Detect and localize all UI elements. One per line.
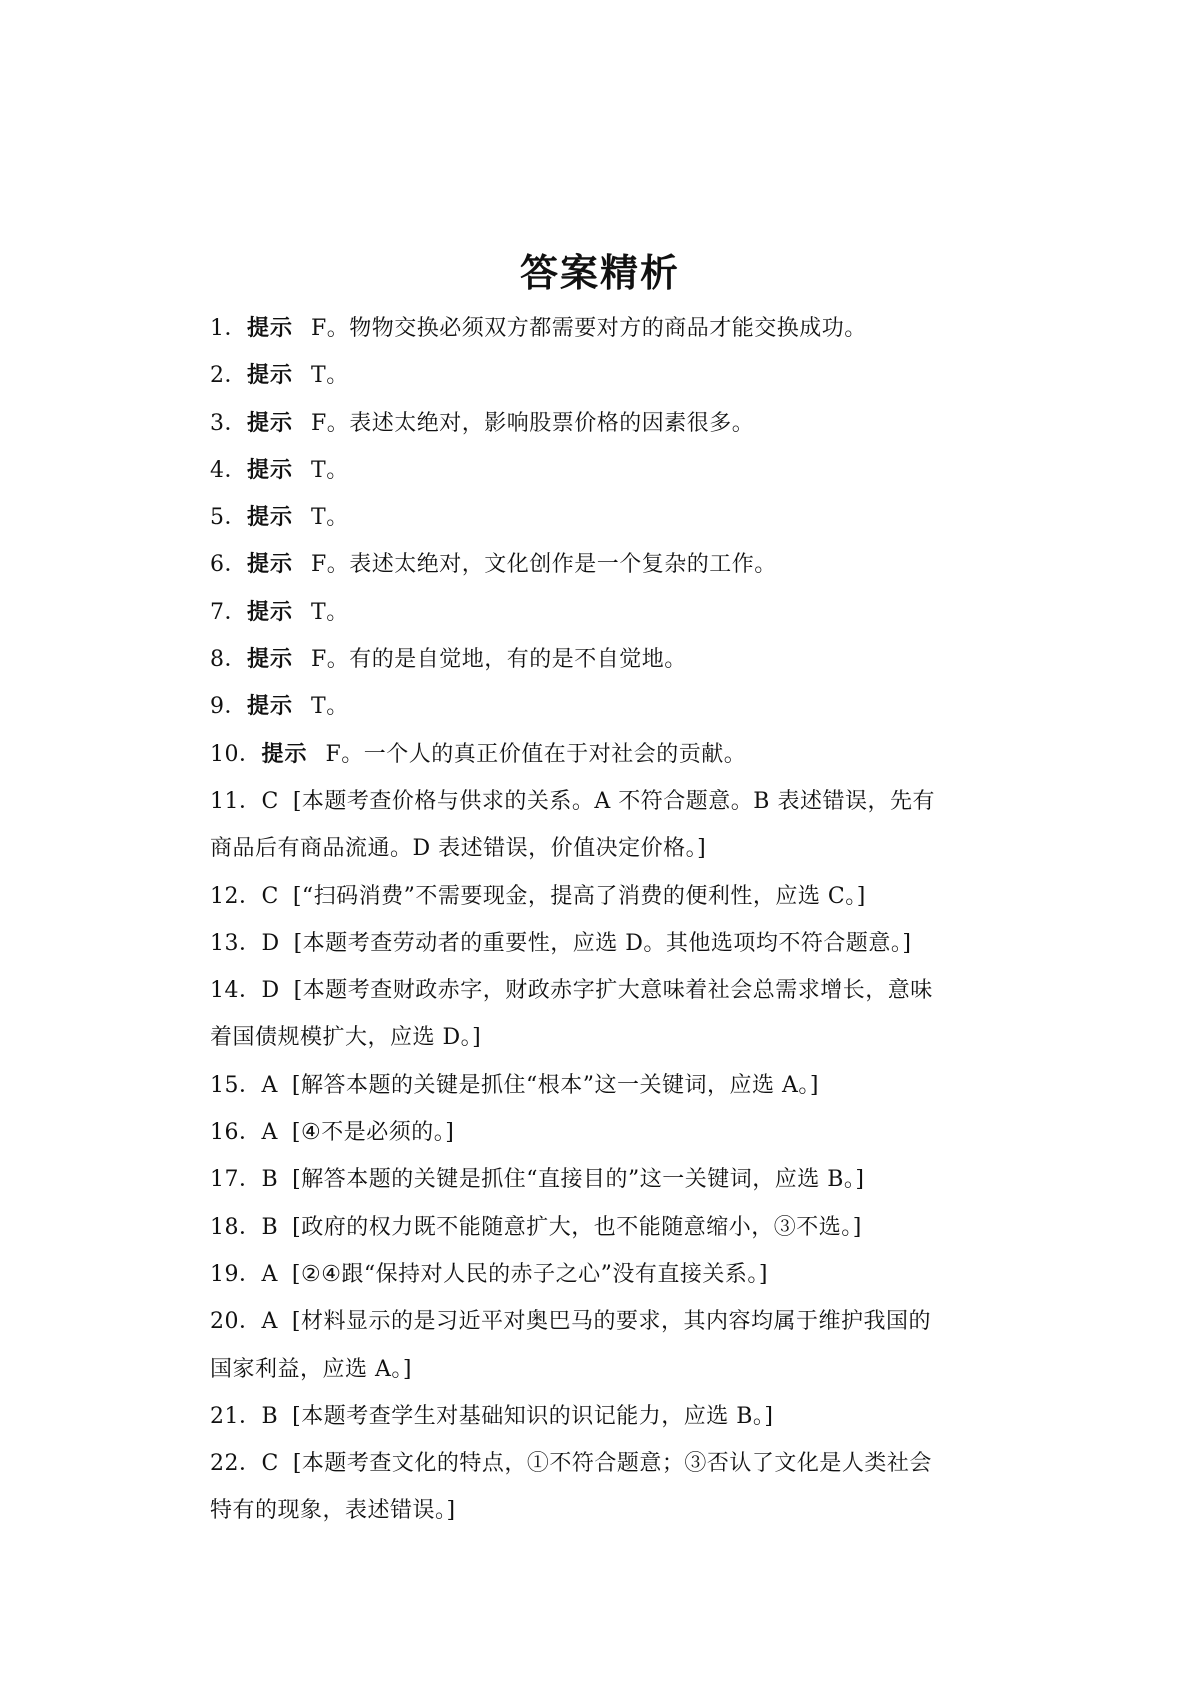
answer-number: 15． <box>210 1072 262 1098</box>
hint-label: 提示 <box>247 505 294 531</box>
answer-text: [②④跟“保持对人民的赤子之心”没有直接关系。] <box>291 1261 768 1287</box>
answer-item <box>210 447 1010 494</box>
answer-number: 3． <box>210 410 247 436</box>
answer-number: 13． <box>210 930 262 956</box>
answer-item <box>210 1251 1010 1298</box>
hint-label: 提示 <box>261 741 308 767</box>
answer-text-continuation: 商品后有商品流通。D 表述错误，价值决定价格。] <box>210 836 707 862</box>
answer-text: T。 <box>311 457 349 483</box>
answer-number: 10． <box>210 741 262 767</box>
answer-choice: A <box>261 1120 278 1146</box>
hint-label: 提示 <box>247 316 294 341</box>
answer-choice: C <box>261 883 279 909</box>
answer-text: T。 <box>311 599 349 625</box>
page-title: 答案精析 <box>519 251 680 295</box>
answer-number: 8． <box>210 647 247 673</box>
answer-number: 5． <box>210 505 247 531</box>
answer-item <box>210 920 1010 967</box>
answer-choice: A <box>261 1261 278 1287</box>
answer-text-continuation: 着国债规模扩大，应选 D。] <box>210 1025 482 1051</box>
answer-number: 4． <box>210 457 247 483</box>
answer-choice: B <box>261 1167 279 1193</box>
answer-number: 7． <box>210 599 247 625</box>
answer-number: 17． <box>210 1167 262 1193</box>
answer-item <box>210 589 1010 636</box>
answer-text: T。 <box>311 363 349 389</box>
answer-number: 11． <box>210 788 262 814</box>
answer-choice: C <box>261 788 279 814</box>
answer-text-continuation: 特有的现象，表述错误。] <box>210 1498 456 1524</box>
answer-number: 21． <box>210 1403 262 1429</box>
answer-text: [本题考查财政赤字，财政赤字扩大意味着社会总需求增长，意味 <box>293 978 933 1004</box>
answer-text: [解答本题的关键是抓住“直接目的”这一关键词，应选 B。] <box>292 1167 865 1193</box>
hint-label: 提示 <box>247 599 294 625</box>
answer-text: [本题考查学生对基础知识的识记能力，应选 B。] <box>292 1403 774 1429</box>
answer-text: F。表述太绝对，文化创作是一个复杂的工作。 <box>311 552 777 578</box>
answer-text: T。 <box>311 694 349 720</box>
answer-item <box>210 1393 1010 1440</box>
answer-item <box>210 873 1010 920</box>
answer-number: 6． <box>210 552 247 578</box>
answer-text: F。有的是自觉地，有的是不自觉地。 <box>311 647 687 673</box>
answer-item <box>210 778 1010 825</box>
answer-number: 2． <box>210 363 247 389</box>
answer-item <box>210 1440 1010 1487</box>
answer-item <box>210 683 1010 730</box>
answer-choice: B <box>261 1214 279 1240</box>
answer-item <box>210 1062 1010 1109</box>
answer-number: 9． <box>210 694 247 720</box>
answer-item <box>210 541 1010 588</box>
answer-item <box>210 494 1010 541</box>
answer-list <box>210 305 1010 1535</box>
answer-item <box>210 1204 1010 1251</box>
answer-text: [④不是必须的。] <box>291 1120 455 1146</box>
answer-number: 18． <box>210 1214 262 1240</box>
answer-number: 16． <box>210 1120 262 1146</box>
answer-choice: A <box>261 1309 278 1335</box>
answer-text: T。 <box>311 505 349 531</box>
answer-text: [解答本题的关键是抓住“根本”这一关键词，应选 A。] <box>291 1072 819 1098</box>
answer-text: [本题考查文化的特点，①不符合题意；③否认了文化是人类社会 <box>292 1451 932 1477</box>
answer-item <box>210 1109 1010 1156</box>
answer-choice: C <box>261 1451 279 1477</box>
answer-number: 1． <box>210 316 247 341</box>
answer-number: 12． <box>210 883 262 909</box>
answer-text: [政府的权力既不能随意扩大，也不能随意缩小，③不选。] <box>292 1214 862 1240</box>
hint-label: 提示 <box>247 363 294 389</box>
answer-choice: B <box>261 1403 279 1429</box>
answer-text: F。表述太绝对，影响股票价格的因素很多。 <box>311 410 755 436</box>
hint-label: 提示 <box>247 457 294 483</box>
hint-label: 提示 <box>247 552 294 578</box>
answer-text: F。一个人的真正价值在于对社会的贡献。 <box>325 741 747 767</box>
answer-text: [“扫码消费”不需要现金，提高了消费的便利性，应选 C。] <box>292 883 866 909</box>
answer-number: 14． <box>210 978 262 1004</box>
answer-item <box>210 352 1010 399</box>
answer-text: [本题考查劳动者的重要性，应选 D。其他选项均不符合题意。] <box>293 930 912 956</box>
hint-label: 提示 <box>247 694 294 720</box>
answer-text: F。物物交换必须双方都需要对方的商品才能交换成功。 <box>311 316 867 341</box>
answer-item <box>210 1298 1010 1345</box>
answer-number: 20． <box>210 1309 262 1335</box>
answer-choice: D <box>261 978 280 1004</box>
answer-number: 19． <box>210 1261 262 1287</box>
answer-item <box>210 1156 1010 1203</box>
answer-number: 22． <box>210 1451 262 1477</box>
answer-item <box>210 967 1010 1014</box>
answer-item <box>210 305 1010 352</box>
answer-choice: A <box>261 1072 278 1098</box>
answer-text: [材料显示的是习近平对奥巴马的要求，其内容均属于维护我国的 <box>291 1309 931 1335</box>
answer-choice: D <box>261 930 280 956</box>
hint-label: 提示 <box>247 647 294 673</box>
answer-item <box>210 400 1010 447</box>
answer-text: [本题考查价格与供求的关系。A 不符合题意。B 表述错误，先有 <box>292 788 935 814</box>
answer-text-continuation: 国家利益，应选 A。] <box>210 1356 412 1382</box>
answer-item <box>210 636 1010 683</box>
answer-item <box>210 731 1010 778</box>
hint-label: 提示 <box>247 410 294 436</box>
